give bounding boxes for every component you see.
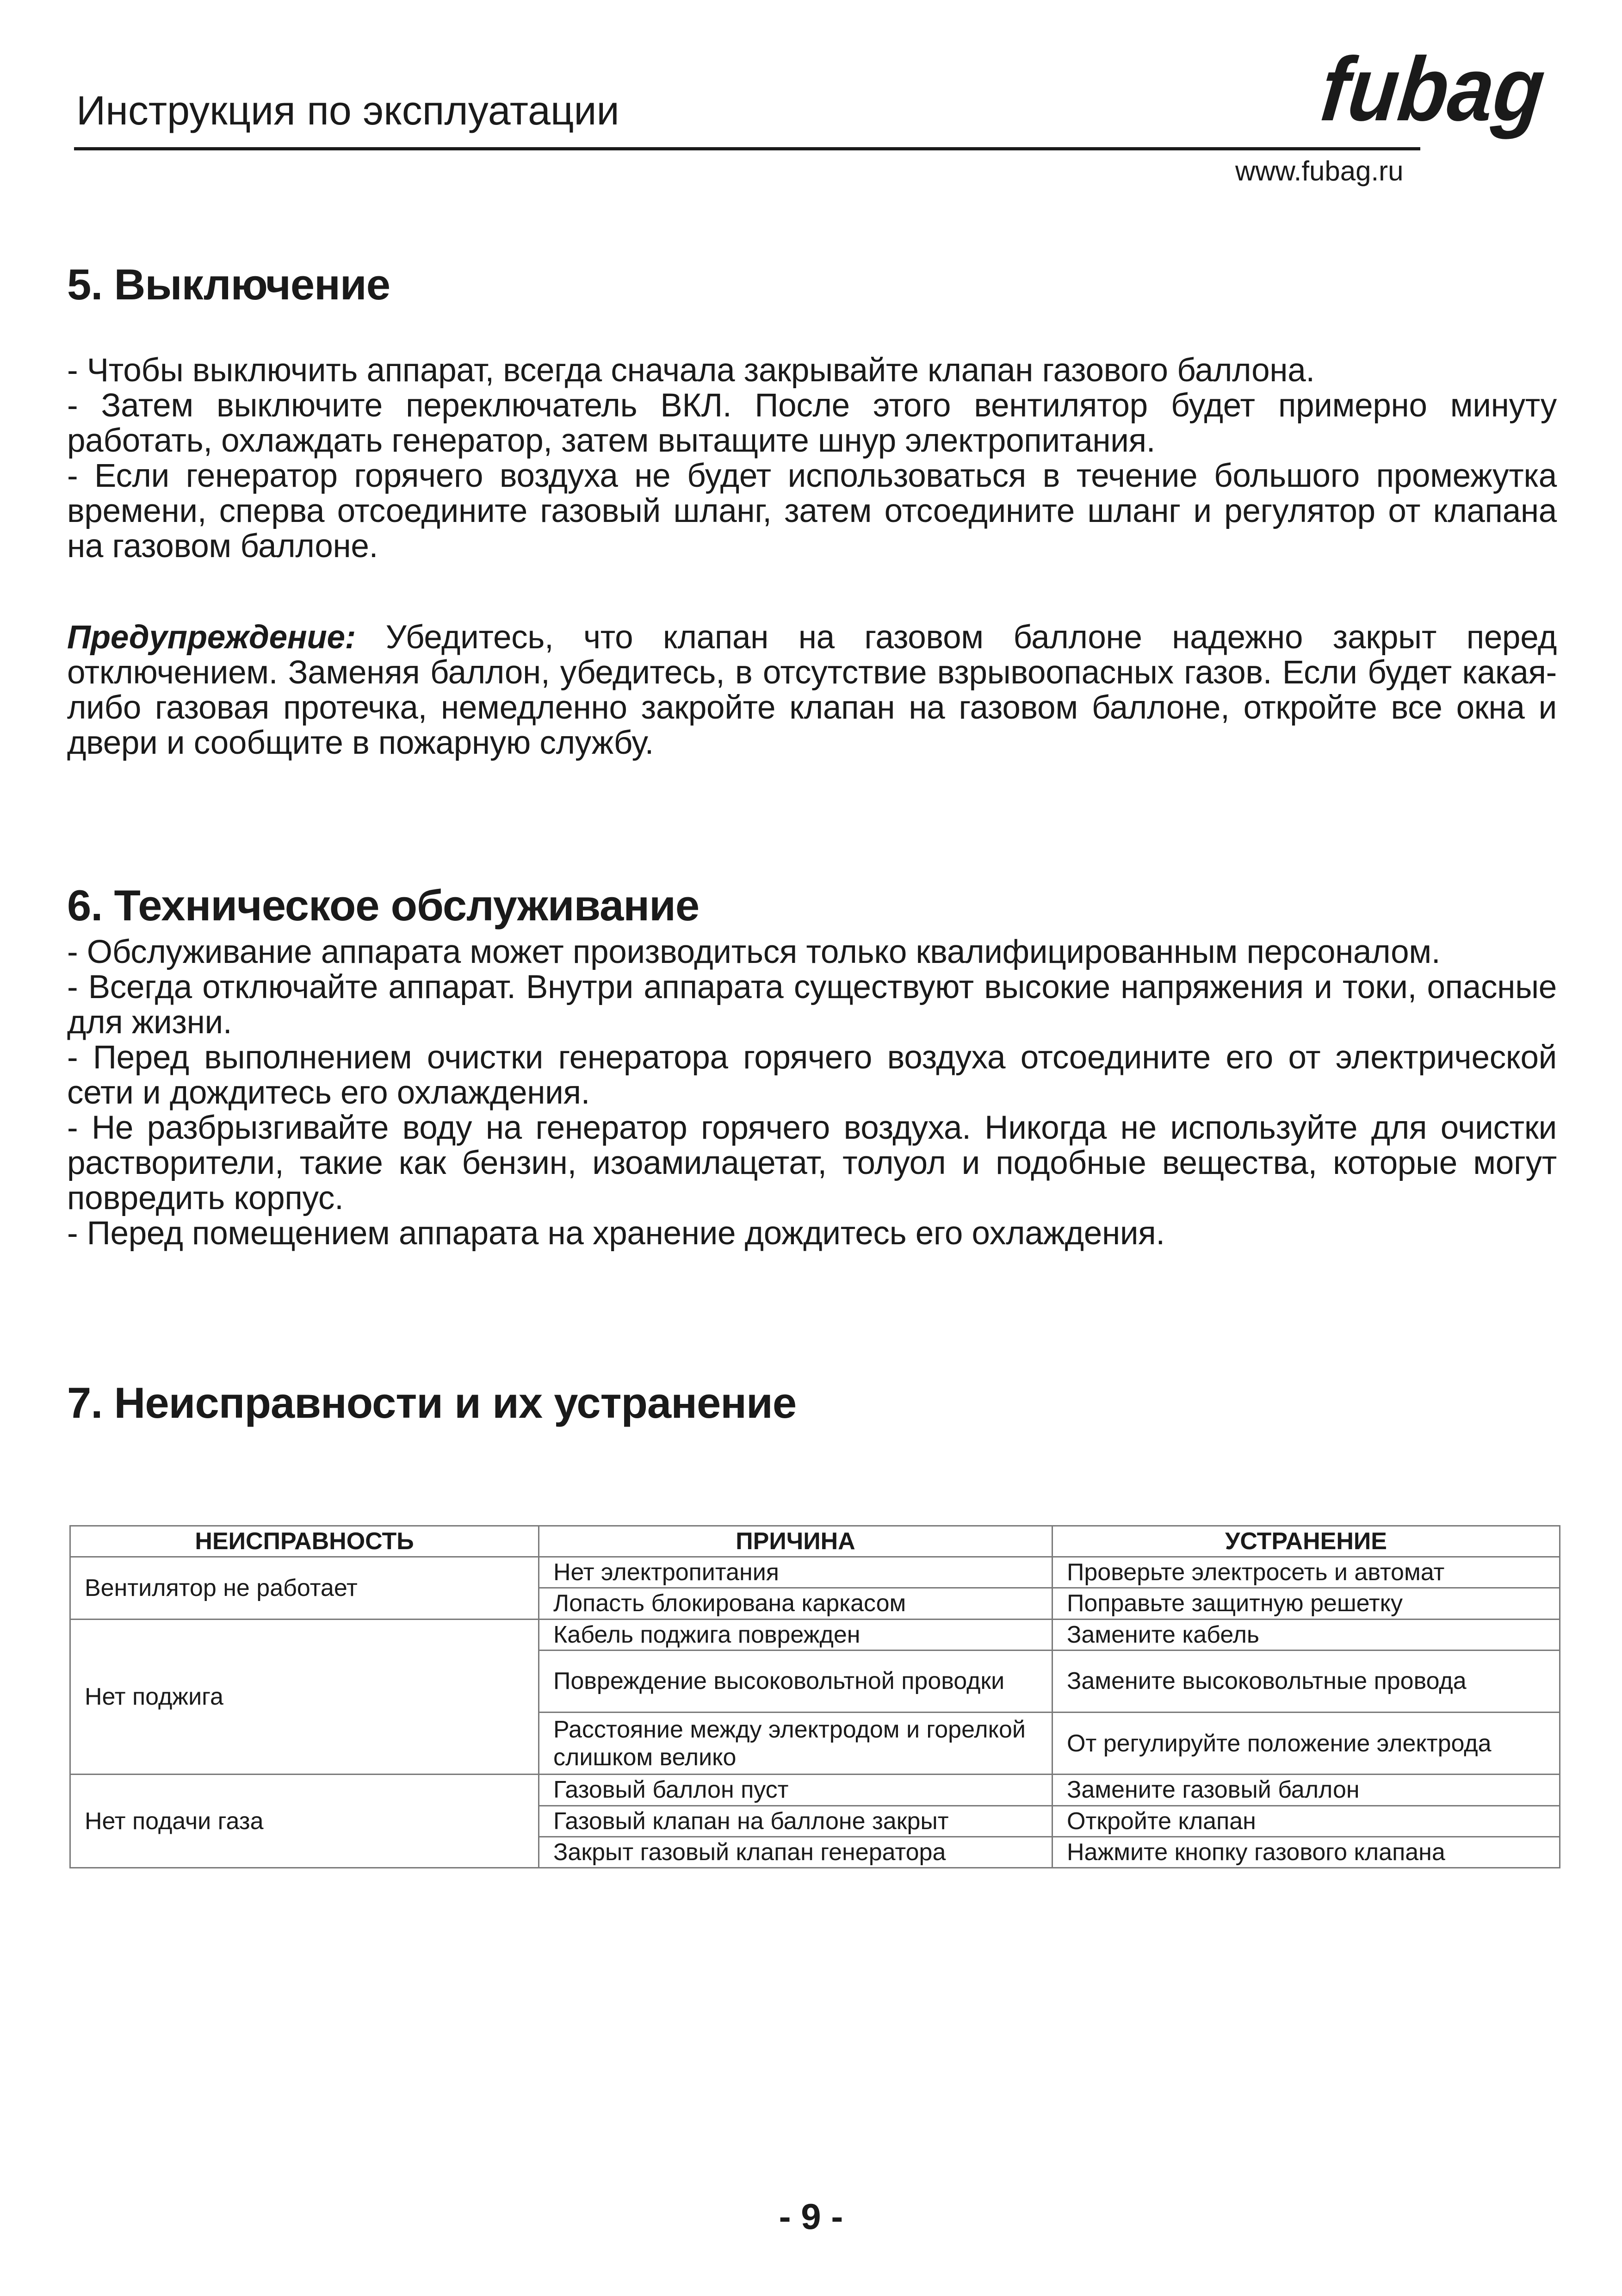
section-6-item: - Не разбрызгивайте воду на генератор горячего воздуха. Никогда не используйте для очистки растворители, такие как бензин, изоамилацетат, толуол и подобные вещества, которые могут повредить корпус. bbox=[67, 1110, 1557, 1216]
warning-paragraph bbox=[67, 620, 1557, 761]
section-5-heading: 5. Выключение bbox=[67, 260, 390, 309]
cause-cell: Нет электропитания bbox=[539, 1557, 1052, 1588]
warning-label: Предупреждение: bbox=[67, 619, 356, 656]
section-6-item: - Обслуживание аппарата может производиться только квалифицированным персоналом. bbox=[67, 934, 1441, 970]
section-5-body bbox=[67, 353, 1557, 564]
section-6-item: - Всегда отключайте аппарат. Внутри аппарата существуют высокие напряжения и токи, опасные для жизни. bbox=[67, 969, 1557, 1041]
fubag-logo bbox=[1316, 38, 1574, 162]
fix-cell: Замените газовый баллон bbox=[1052, 1775, 1560, 1806]
fix-cell: Поправьте защитную решетку bbox=[1052, 1588, 1560, 1619]
section-5-item: - Затем выключите переключатель ВКЛ. После этого вентилятор будет примерно минуту работать, охлаждать генератор, затем вытащите шнур электропитания. bbox=[67, 387, 1557, 459]
section-7-heading: 7. Неисправности и их устранение bbox=[67, 1378, 797, 1427]
website-url: www.fubag.ru bbox=[1235, 155, 1404, 186]
fix-cell: Замените кабель bbox=[1052, 1619, 1560, 1650]
fault-cell: Нет поджига bbox=[70, 1619, 539, 1775]
fault-cell: Вентилятор не работает bbox=[70, 1557, 539, 1619]
logo-text: fubag bbox=[1316, 38, 1574, 140]
cause-cell: Лопасть блокирована каркасом bbox=[539, 1588, 1052, 1619]
header-fault: НЕИСПРАВНОСТЬ bbox=[70, 1526, 539, 1557]
section-6-body bbox=[67, 935, 1557, 1251]
table-row bbox=[70, 1557, 1560, 1588]
troubleshooting-table bbox=[69, 1525, 1560, 1868]
table-row bbox=[70, 1619, 1560, 1650]
fix-cell: От регулируйте положение электрода bbox=[1052, 1713, 1560, 1775]
fix-cell: Проверьте электросеть и автомат bbox=[1052, 1557, 1560, 1588]
cause-cell: Повреждение высоковольтной проводки bbox=[539, 1650, 1052, 1712]
page-number: - 9 - bbox=[779, 2196, 843, 2237]
fix-cell: Нажмите кнопку газового клапана bbox=[1052, 1837, 1560, 1868]
fault-cell: Нет подачи газа bbox=[70, 1775, 539, 1868]
section-6-heading: 6. Техническое обслуживание bbox=[67, 881, 700, 930]
section-6-item: - Перед выполнением очистки генератора горячего воздуха отсоедините его от электрической сети и дождитесь его охлаждения. bbox=[67, 1039, 1557, 1111]
header-divider bbox=[74, 147, 1420, 150]
table-header-row bbox=[70, 1526, 1560, 1557]
cause-cell: Кабель поджига поврежден bbox=[539, 1619, 1052, 1650]
cause-cell: Газовый баллон пуст bbox=[539, 1775, 1052, 1806]
warning-text: Убедитесь, что клапан на газовом баллоне надежно закрыт перед отключением. Заменяя баллон, убедитесь, в отсутствие взрывоопасных газов. Если будет какая-либо газовая протечка, немедленно закройте клапан на газовом баллоне, откройте все окна и двери и сообщите в пожарную службу. bbox=[67, 619, 1557, 761]
section-6-item: - Перед помещением аппарата на хранение дождитесь его охлаждения. bbox=[67, 1215, 1165, 1252]
fix-cell: Замените высоковольтные провода bbox=[1052, 1650, 1560, 1712]
cause-cell: Закрыт газовый клапан генератора bbox=[539, 1837, 1052, 1868]
cause-cell: Расстояние между электродом и горелкой слишком велико bbox=[539, 1713, 1052, 1775]
header-fix: УСТРАНЕНИЕ bbox=[1052, 1526, 1560, 1557]
table-row bbox=[70, 1775, 1560, 1806]
section-5-item: - Если генератор горячего воздуха не будет использоваться в течение большого промежутка времени, сперва отсоедините газовый шланг, затем отсоедините шланг и регулятор от клапана на газовом баллоне. bbox=[67, 458, 1557, 565]
section-5-item: - Чтобы выключить аппарат, всегда сначала закрывайте клапан газового баллона. bbox=[67, 352, 1315, 389]
header-cause: ПРИЧИНА bbox=[539, 1526, 1052, 1557]
cause-cell: Газовый клапан на баллоне закрыт bbox=[539, 1806, 1052, 1837]
document-title: Инструкция по эксплуатации bbox=[76, 87, 619, 133]
fix-cell: Откройте клапан bbox=[1052, 1806, 1560, 1837]
